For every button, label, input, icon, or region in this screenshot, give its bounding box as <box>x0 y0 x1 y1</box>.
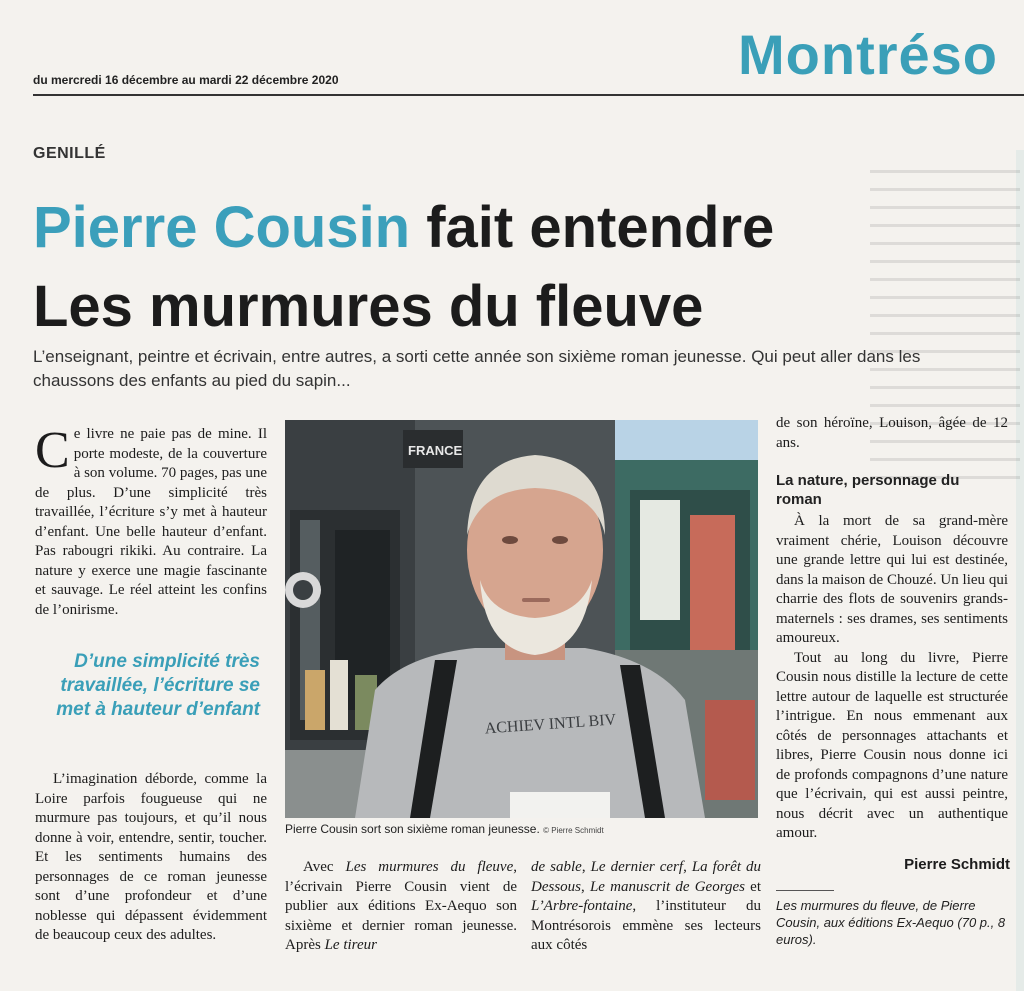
drop-cap: C <box>35 422 70 479</box>
article-paragraph: À la mort de sa grand-mère vraiment chérie, Louison découvre une grande lettre qui lui est destinée, dans la maison de Chouzé. Un lieu qui charrie des flots de souvenirs grands-maternels : ses drames, ses sentiments amoureux. <box>776 513 1008 646</box>
article-column-4-continued <box>776 512 1008 844</box>
header-rule <box>33 94 1024 96</box>
headline-line-1 <box>33 196 774 260</box>
article-column-3 <box>531 858 761 956</box>
article-paragraph <box>531 858 761 956</box>
book-info: Les murmures du fleuve, de Pierre Cousin, aux éditions Ex-Aequo (70 p., 8 euros). <box>776 898 1006 947</box>
article-paragraph: L’imagination déborde, comme la Loire parfois fougueuse qui ne murmure pas toujours, et qu’il nous donne à voir, entendre, sentir, toucher. Et les sentiments humains des personnages de ce roman jeunesse sont d’une profondeur et d’une noblesse qui dépassent évidemment de beaucoup ceux des adultes. <box>35 771 267 943</box>
book-title: Les murmures du fleuve <box>345 859 514 875</box>
article-column-1 <box>35 422 267 620</box>
photo-illustration <box>285 420 758 818</box>
article-column-4 <box>776 414 1008 453</box>
intertitle: La nature, personnage du roman <box>776 472 960 508</box>
article-column-1-continued <box>35 770 267 946</box>
article-column-2 <box>285 858 517 956</box>
info-rule <box>776 890 834 891</box>
text: et <box>744 878 762 895</box>
book-title: La forêt du Dessous <box>531 859 761 895</box>
shop-sign-text: FRANCE <box>408 443 463 458</box>
photo-credit: © Pierre Schmidt <box>543 826 604 835</box>
headline-line-2: Les murmures du fleuve <box>33 274 704 339</box>
text: , l’écrivain Pierre Cousin vient de publier aux éditions Ex-Aequo son sixième et dernier roman jeunesse. Après <box>285 859 517 953</box>
article-paragraph: de son héroïne, Louison, âgée de 12 ans. <box>776 415 1008 451</box>
masthead-title: Montréso <box>738 23 998 86</box>
dateline: du mercredi 16 décembre au mardi 22 décembre 2020 <box>33 73 339 87</box>
section-label: GENILLÉ <box>33 145 106 162</box>
photo-caption <box>285 822 604 836</box>
article-paragraph <box>35 422 267 620</box>
book-title: de sable <box>531 859 582 875</box>
book-title: Le dernier cerf <box>590 859 684 875</box>
text: , <box>683 859 692 875</box>
paragraph-text: e livre ne paie pas de mine. Il porte modeste, de la couverture à son volume. 70 pages, pas une de plus. D’une simplicité très travaillée, l’écriture s’y met à hauteur d’enfant. Une belle hauteur d’enfant. Pas rabougri rikiki. Au contraire. La nature y exerce une magie fascinante et sauvage. Le réel atteint les confins de l’onirisme. <box>35 426 267 618</box>
pull-quote: D’une simplicité très travaillée, l’écriture se met à hauteur d’enfant <box>56 651 260 720</box>
article-paragraph: Tout au long du livre, Pierre Cousin nous distille la lecture de cette lettre autour de laquelle est structurée l’intrigue. En nous emmenant aux côtés de personnages attachants et libres, Pierre Cousin nous donne ici de profonds compagnons d’une nature que l’écrivain, qui est aussi peintre, nous décrit avec un authentique amour. <box>776 649 1008 841</box>
tshirt-print: ACHIEV INTL BIV <box>484 711 617 738</box>
text: Avec <box>303 859 346 875</box>
text: , <box>581 859 591 875</box>
book-title: Le tireur <box>324 937 377 953</box>
text: , <box>581 878 590 895</box>
headline-name: Pierre Cousin <box>33 195 411 260</box>
standfirst: L’enseignant, peintre et écrivain, entre autres, a sorti cette année son sixième roman jeunesse. Qui peut aller dans les chaussons des enfants au pied du sapin... <box>33 347 921 390</box>
book-title: L’Arbre-fontaine <box>531 898 633 914</box>
book-title: Le manuscrit de Georges <box>589 878 745 895</box>
article-paragraph <box>285 858 517 956</box>
headline-rest: fait entendre <box>410 195 775 260</box>
text: , l’instituteur du Montrésorois emmène ses lecteurs aux côtés <box>531 898 761 953</box>
author-signature: Pierre Schmidt <box>904 856 1010 873</box>
article-photo <box>285 420 758 818</box>
caption-text: Pierre Cousin sort son sixième roman jeunesse. <box>285 822 540 836</box>
